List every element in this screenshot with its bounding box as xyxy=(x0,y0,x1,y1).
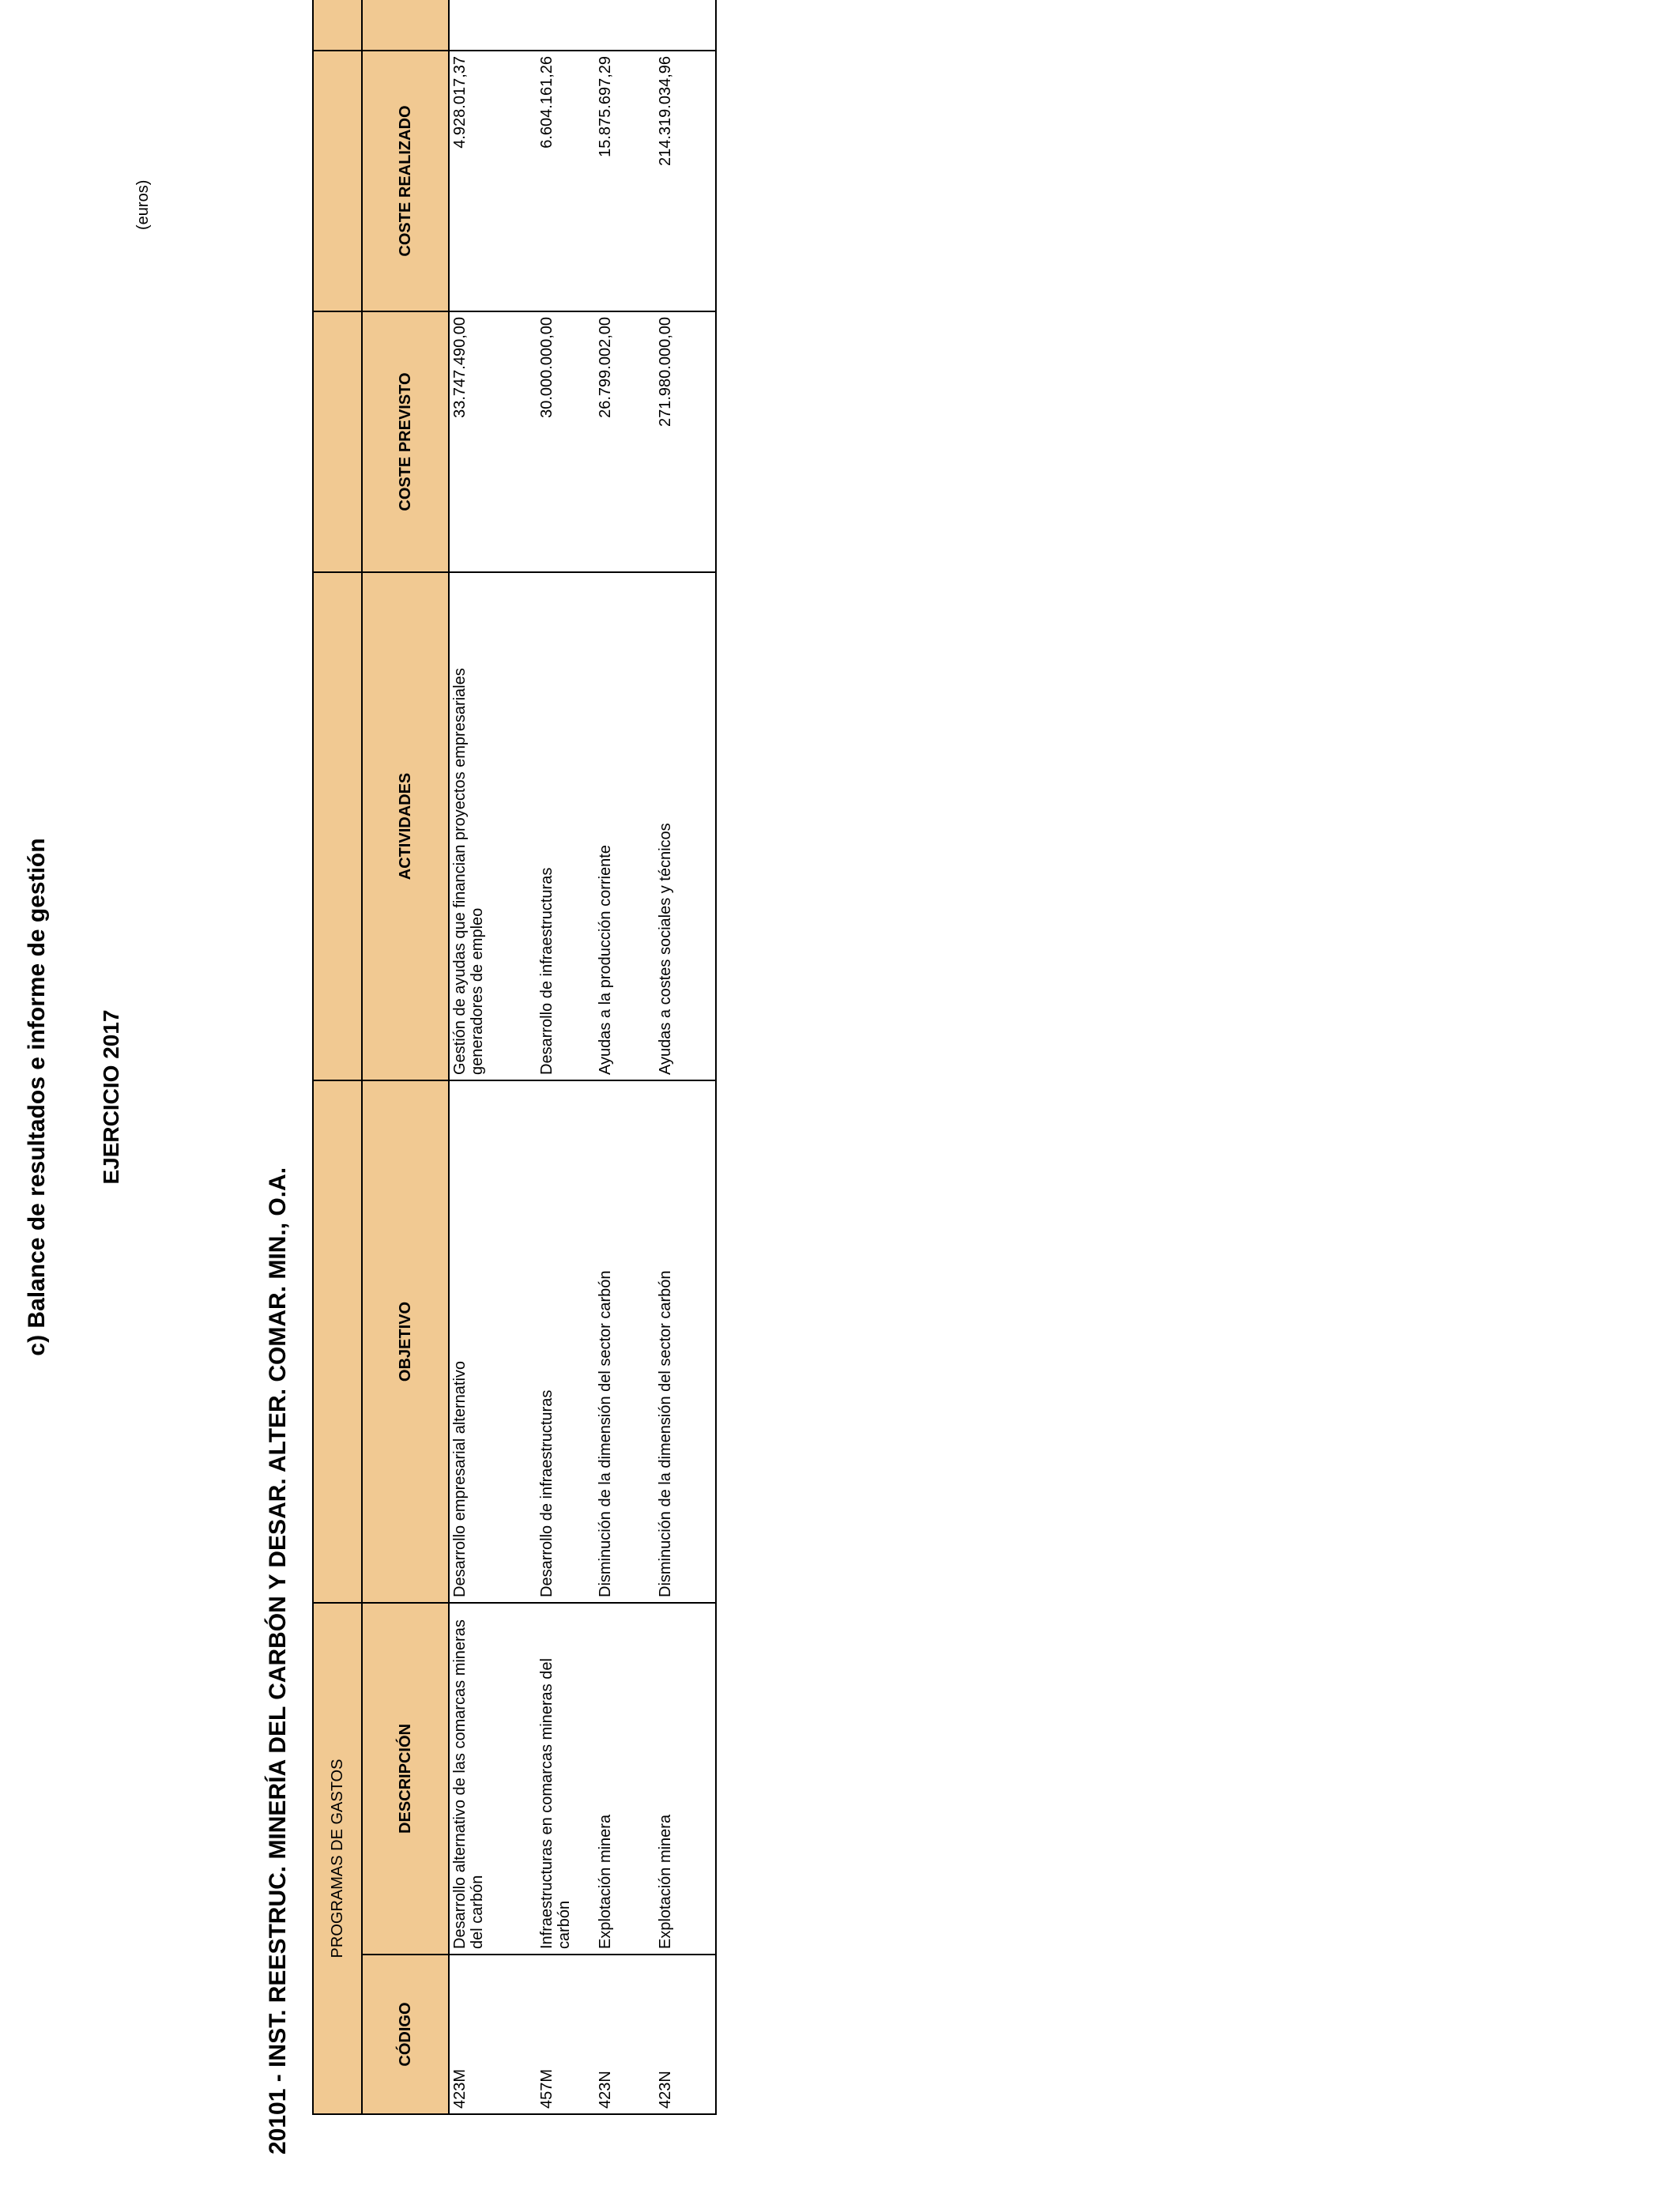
currency-unit-label: (euros) xyxy=(134,179,152,230)
cell-coste-realizado: 214.319.034,96 xyxy=(655,51,716,311)
table-row xyxy=(655,0,716,2114)
group-header-row xyxy=(313,0,362,2114)
cell-actividades: Desarrollo de infraestructuras xyxy=(537,572,595,1080)
cell-actividades: Ayudas a costes sociales y técnicos xyxy=(655,572,716,1080)
cell-objetivo: Desarrollo empresarial alternativo xyxy=(449,1080,537,1603)
cell-coste-realizado: 6.604.161,26 xyxy=(537,51,595,311)
column-header-actividades: ACTIVIDADES xyxy=(362,572,449,1080)
column-header-objetivo: OBJETIVO xyxy=(362,1080,449,1603)
column-header-descripcion: DESCRIPCIÓN xyxy=(362,1603,449,1955)
cell-absolutas xyxy=(595,0,655,51)
cell-objetivo: Disminución de la dimensión del sector carbón xyxy=(655,1080,716,1603)
group-header-programas: PROGRAMAS DE GASTOS xyxy=(313,1603,362,2114)
cell-descripcion: Desarrollo alternativo de las comarcas mineras del carbón xyxy=(449,1603,537,1955)
cell-descripcion: Explotación minera xyxy=(655,1603,716,1955)
column-header-row xyxy=(362,0,449,2114)
cell-actividades: Gestión de ayudas que financian proyectos empresariales generadores de empleo xyxy=(449,572,537,1080)
results-table xyxy=(312,0,717,2115)
cell-coste-realizado: 4.928.017,37 xyxy=(449,51,537,311)
column-header-absolutas xyxy=(362,0,449,51)
report-title: c) Balance de resultados e informe de gestión xyxy=(24,838,50,1356)
cell-descripcion: Infraestructuras en comarcas mineras del carbón xyxy=(537,1603,595,1955)
group-header-blank-actividades xyxy=(313,572,362,1080)
cell-coste-previsto: 30.000.000,00 xyxy=(537,311,595,572)
cell-coste-previsto: 271.980.000,00 xyxy=(655,311,716,572)
column-header-coste-realizado: COSTE REALIZADO xyxy=(362,51,449,311)
cell-absolutas xyxy=(449,0,537,51)
cell-codigo: 423M xyxy=(449,1955,537,2114)
table-row xyxy=(537,0,595,2114)
cell-absolutas xyxy=(537,0,595,51)
cell-objetivo: Disminución de la dimensión del sector carbón xyxy=(595,1080,655,1603)
group-header-blank-coste-realizado xyxy=(313,51,362,311)
cell-coste-previsto: 26.799.002,00 xyxy=(595,311,655,572)
cell-codigo: 457M xyxy=(537,1955,595,2114)
table-row xyxy=(449,0,537,2114)
cell-coste-previsto: 33.747.490,00 xyxy=(449,311,537,572)
group-header-desviaciones xyxy=(313,0,362,51)
table-row xyxy=(595,0,655,2114)
cell-coste-realizado: 15.875.697,29 xyxy=(595,51,655,311)
group-header-blank-objetivo xyxy=(313,1080,362,1603)
group-header-blank-coste-previsto xyxy=(313,311,362,572)
column-header-codigo: CÓDIGO xyxy=(362,1955,449,2114)
entity-title: 20101 - INST. REESTRUC. MINERÍA DEL CARBÓN Y DESAR. ALTER. COMAR. MIN., O.A. xyxy=(265,1167,291,2154)
cell-objetivo: Desarrollo de infraestructuras xyxy=(537,1080,595,1603)
cell-descripcion: Explotación minera xyxy=(595,1603,655,1955)
cell-actividades: Ayudas a la producción corriente xyxy=(595,572,655,1080)
cell-codigo: 423N xyxy=(655,1955,716,2114)
cell-absolutas xyxy=(655,0,716,51)
fiscal-year-title: EJERCICIO 2017 xyxy=(99,1009,123,1185)
cell-codigo: 423N xyxy=(595,1955,655,2114)
column-header-coste-previsto: COSTE PREVISTO xyxy=(362,311,449,572)
